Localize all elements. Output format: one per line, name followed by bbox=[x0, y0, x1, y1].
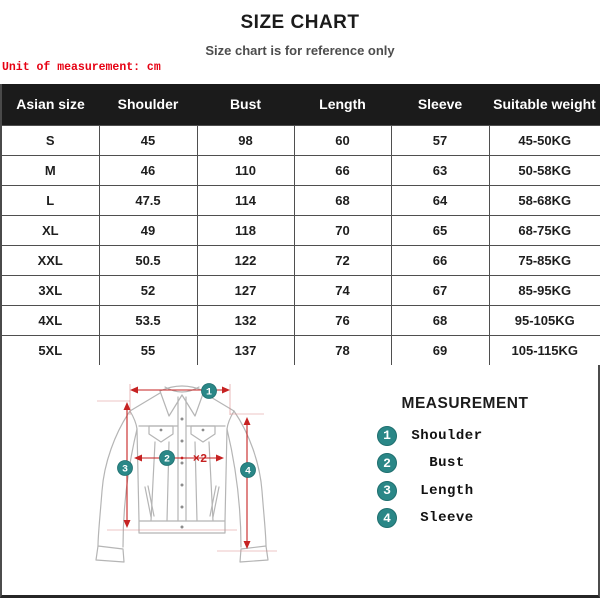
table-cell: 55 bbox=[99, 335, 197, 365]
column-header: Length bbox=[294, 84, 391, 125]
table-cell: 74 bbox=[294, 275, 391, 305]
table-cell: 68 bbox=[391, 305, 489, 335]
table-cell: 63 bbox=[391, 155, 489, 185]
column-header: Sleeve bbox=[391, 84, 489, 125]
table-cell: 122 bbox=[197, 245, 294, 275]
table-cell: 66 bbox=[294, 155, 391, 185]
marker-bust bbox=[160, 451, 175, 466]
legend-label: Shoulder bbox=[411, 427, 483, 444]
table-cell: 118 bbox=[197, 215, 294, 245]
table-cell: M bbox=[1, 155, 99, 185]
svg-text:1: 1 bbox=[205, 387, 213, 399]
page-subtitle: Size chart is for reference only bbox=[205, 43, 395, 58]
table-row bbox=[1, 185, 600, 215]
column-header: Shoulder bbox=[99, 84, 197, 125]
legend-label: Sleeve bbox=[420, 510, 474, 527]
legend-item bbox=[360, 450, 570, 478]
table-row bbox=[1, 155, 600, 185]
table-cell: 75-85KG bbox=[489, 245, 600, 275]
unit-note: Unit of measurement: cm bbox=[2, 61, 161, 74]
table-row bbox=[1, 305, 600, 335]
legend-number-badge: 3 bbox=[377, 481, 397, 501]
table-cell: 5XL bbox=[1, 335, 99, 365]
svg-text:2: 2 bbox=[163, 454, 171, 466]
table-cell: 4XL bbox=[1, 305, 99, 335]
jacket-diagram bbox=[57, 371, 307, 586]
measurement-title: MEASUREMENT bbox=[401, 395, 529, 412]
table-cell: 85-95KG bbox=[489, 275, 600, 305]
measurement-section bbox=[0, 365, 600, 598]
table-cell: 46 bbox=[99, 155, 197, 185]
table-cell: 58-68KG bbox=[489, 185, 600, 215]
measurement-legend bbox=[360, 395, 570, 532]
legend-item bbox=[360, 422, 570, 450]
marker-shoulder bbox=[202, 384, 217, 399]
table-cell: XXL bbox=[1, 245, 99, 275]
table-cell: 98 bbox=[197, 125, 294, 155]
measurement-legend-items bbox=[360, 422, 570, 532]
page-title: SIZE CHART bbox=[240, 12, 360, 33]
table-cell: 65 bbox=[391, 215, 489, 245]
size-table-body bbox=[1, 125, 600, 365]
table-cell: 49 bbox=[99, 215, 197, 245]
table-cell: 47.5 bbox=[99, 185, 197, 215]
table-cell: 78 bbox=[294, 335, 391, 365]
table-cell: 60 bbox=[294, 125, 391, 155]
size-table bbox=[0, 84, 600, 366]
marker-sleeve bbox=[241, 463, 256, 478]
column-header: Bust bbox=[197, 84, 294, 125]
column-header: Asian size bbox=[1, 84, 99, 125]
table-row bbox=[1, 335, 600, 365]
table-cell: 64 bbox=[391, 185, 489, 215]
legend-label: Length bbox=[420, 482, 474, 499]
table-cell: 127 bbox=[197, 275, 294, 305]
legend-number-badge: 2 bbox=[377, 453, 397, 473]
table-cell: 114 bbox=[197, 185, 294, 215]
table-cell: 50-58KG bbox=[489, 155, 600, 185]
table-cell: 110 bbox=[197, 155, 294, 185]
table-cell: 45 bbox=[99, 125, 197, 155]
table-row bbox=[1, 245, 600, 275]
legend-number-badge: 4 bbox=[377, 508, 397, 528]
table-cell: L bbox=[1, 185, 99, 215]
table-cell: 132 bbox=[197, 305, 294, 335]
sleeve-arrow bbox=[244, 417, 251, 549]
table-cell: 69 bbox=[391, 335, 489, 365]
legend-label: Bust bbox=[429, 455, 465, 472]
table-cell: 53.5 bbox=[99, 305, 197, 335]
svg-text:4: 4 bbox=[244, 466, 252, 478]
legend-item bbox=[360, 477, 570, 505]
table-cell: 66 bbox=[391, 245, 489, 275]
table-cell: XL bbox=[1, 215, 99, 245]
table-row bbox=[1, 215, 600, 245]
marker-length bbox=[118, 461, 133, 476]
size-table-header-row bbox=[1, 84, 600, 125]
column-header: Suitable weight bbox=[489, 84, 600, 125]
legend-number-badge: 1 bbox=[377, 426, 397, 446]
table-row bbox=[1, 275, 600, 305]
svg-text:3: 3 bbox=[121, 464, 129, 476]
table-cell: 68-75KG bbox=[489, 215, 600, 245]
table-cell: 105-115KG bbox=[489, 335, 600, 365]
table-cell: 68 bbox=[294, 185, 391, 215]
table-cell: 50.5 bbox=[99, 245, 197, 275]
table-cell: 45-50KG bbox=[489, 125, 600, 155]
table-cell: 52 bbox=[99, 275, 197, 305]
table-cell: 70 bbox=[294, 215, 391, 245]
table-cell: S bbox=[1, 125, 99, 155]
table-cell: 57 bbox=[391, 125, 489, 155]
table-cell: 67 bbox=[391, 275, 489, 305]
table-cell: 3XL bbox=[1, 275, 99, 305]
table-cell: 137 bbox=[197, 335, 294, 365]
bust-multiplier-label: ×2 bbox=[192, 452, 208, 466]
table-cell: 76 bbox=[294, 305, 391, 335]
table-row bbox=[1, 125, 600, 155]
table-cell: 72 bbox=[294, 245, 391, 275]
legend-item bbox=[360, 505, 570, 533]
table-cell: 95-105KG bbox=[489, 305, 600, 335]
